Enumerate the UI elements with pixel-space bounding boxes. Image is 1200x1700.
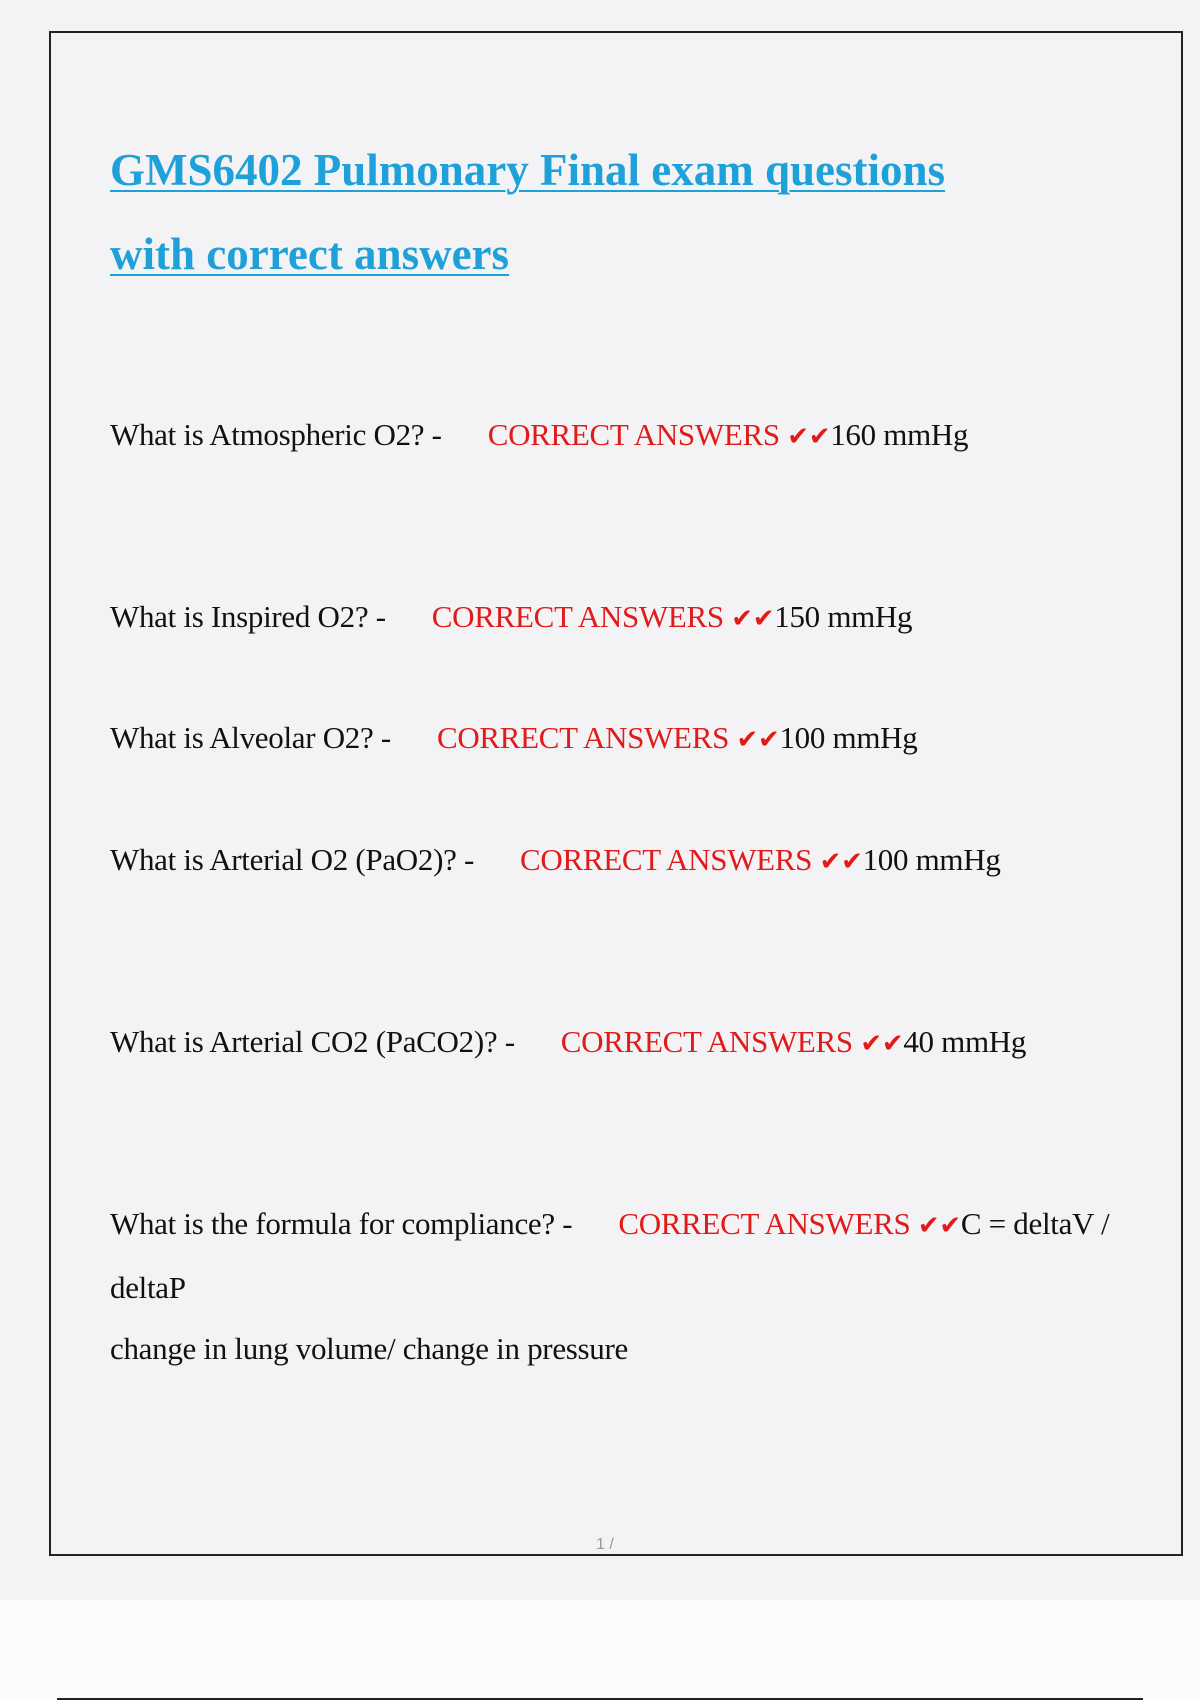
answer-text: C = deltaV / deltaP xyxy=(110,1206,1110,1305)
correct-answers-label: CORRECT ANSWERS xyxy=(436,720,730,755)
double-check-icon: ✔✔ xyxy=(917,1211,961,1241)
document-title xyxy=(110,128,1110,296)
question-text: What is the formula for compliance? - xyxy=(110,1206,573,1241)
correct-answers-label: CORRECT ANSWERS xyxy=(618,1206,911,1241)
correct-answers-label: CORRECT ANSWERS xyxy=(560,1024,853,1059)
qa-item xyxy=(110,707,1110,771)
double-check-icon: ✔✔ xyxy=(736,725,780,755)
title-line-1: GMS6402 Pulmonary Final exam questions xyxy=(110,145,946,195)
answer-detail-text: change in lung volume/ change in pressure xyxy=(110,1331,628,1366)
document-page xyxy=(49,31,1183,1556)
answer-text: 160 mmHg xyxy=(830,417,969,452)
answer-text: 40 mmHg xyxy=(903,1024,1027,1059)
question-text: What is Arterial O2 (PaO2)? - xyxy=(110,842,475,877)
page-number: 1 / xyxy=(596,1536,614,1553)
title-line-2: with correct answers xyxy=(110,229,510,279)
next-page-area xyxy=(0,1600,1200,1700)
qa-item xyxy=(110,404,1110,468)
answer-text: 100 mmHg xyxy=(862,842,1001,877)
double-check-icon: ✔✔ xyxy=(731,604,775,634)
double-check-icon: ✔✔ xyxy=(787,422,831,452)
qa-item xyxy=(110,829,1110,893)
double-check-icon: ✔✔ xyxy=(860,1029,904,1059)
question-text: What is Alveolar O2? - xyxy=(110,720,391,755)
qa-item xyxy=(110,1011,1110,1075)
answer-text: 150 mmHg xyxy=(774,599,913,634)
correct-answers-label: CORRECT ANSWERS xyxy=(487,417,780,452)
question-text: What is Inspired O2? - xyxy=(110,599,386,634)
question-text: What is Arterial CO2 (PaCO2)? - xyxy=(110,1024,515,1059)
correct-answers-label: CORRECT ANSWERS xyxy=(520,842,813,877)
double-check-icon: ✔✔ xyxy=(819,847,863,877)
question-text: What is Atmospheric O2? - xyxy=(110,417,442,452)
correct-answers-label: CORRECT ANSWERS xyxy=(431,599,724,634)
qa-item xyxy=(110,586,1110,650)
answer-text: 100 mmHg xyxy=(779,720,918,755)
qa-item xyxy=(110,1193,1110,1379)
